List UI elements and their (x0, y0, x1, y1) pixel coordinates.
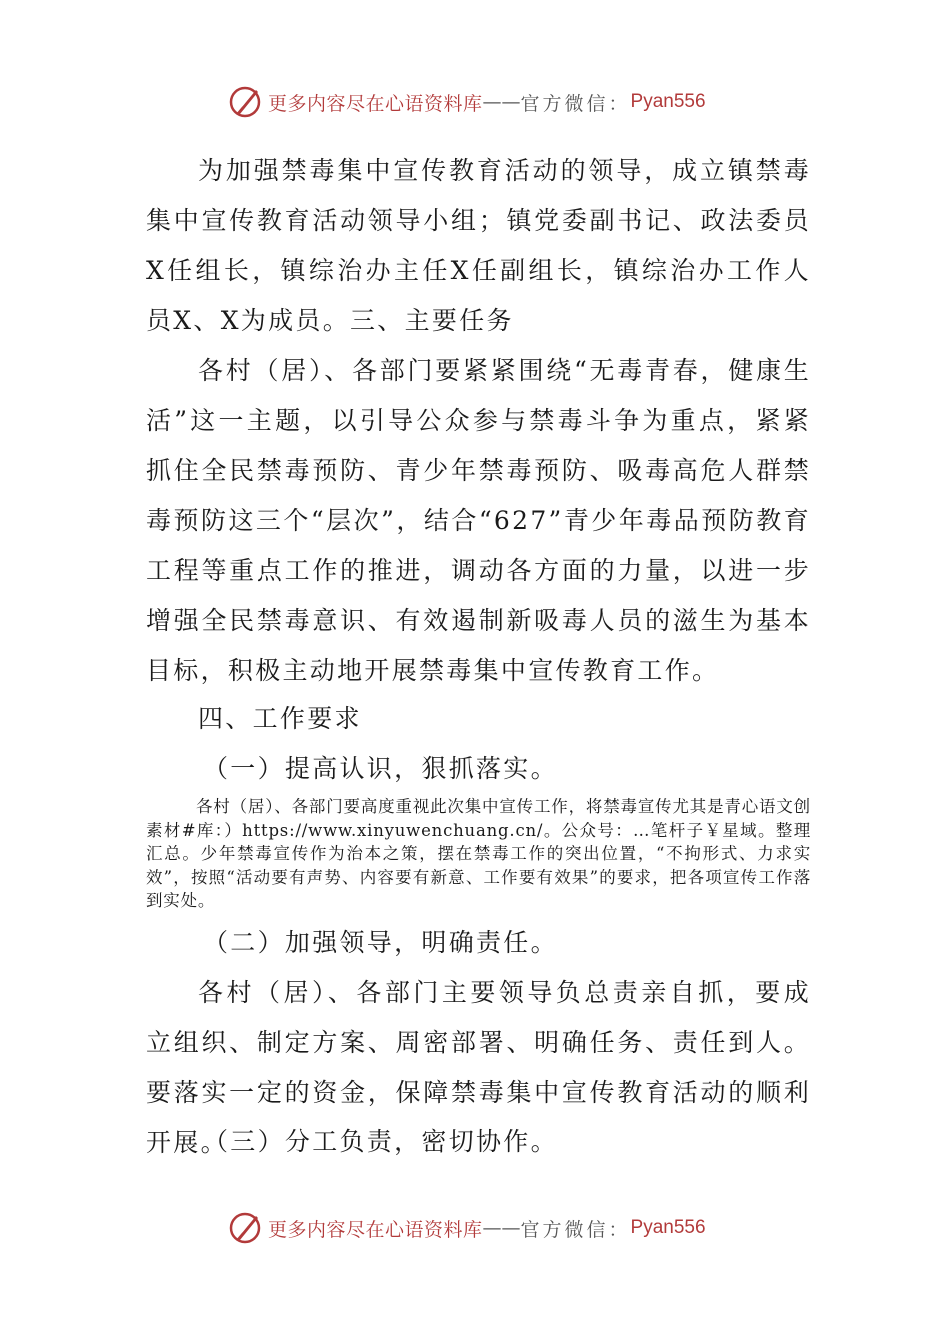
banner-dash: —— (482, 1217, 521, 1239)
header-banner (228, 82, 706, 122)
banner-main-text: 更多内容尽在心语资料库 (268, 1218, 483, 1241)
section-heading-requirements: 四、工作要求 (198, 704, 362, 733)
quill-logo-icon (228, 1210, 264, 1246)
subheading-cooperation: （三）分工负责，密切协作。 (203, 1127, 558, 1156)
paragraph-leadership: 为加强禁毒集中宣传教育活动的领导，成立镇禁毒集中宣传教育活动领导小组；镇党委副书记、政法委员X任组长，镇综治办主任X任副组长，镇综治办工作人员X、X为成员。三、主要任务 (146, 156, 811, 335)
paragraph-awareness-detail: 各村（居）、各部门要高度重视此次集中宣传工作，将禁毒宣传尤其是青心语文创素材#库：）https://www.xinyuwenchuang.cn/。公众号：…笔杆子￥星域。整理汇总。少年禁毒宣传作为治本之策，摆在禁毒工作的突出位置，“不拘形式、力求实效”，按照“活动要有声势、内容要有新意、工作要有效果”的要求，把各项宣传工作落到实处。 (146, 797, 811, 910)
banner-dash: —— (482, 91, 521, 113)
subheading-awareness: （一）提高认识，狠抓落实。 (203, 754, 558, 783)
banner-wechat-label: 官方微信： (520, 1218, 631, 1241)
quill-logo-icon (228, 84, 264, 120)
subheading-leadership: （二）加强领导，明确责任。 (203, 928, 558, 957)
paragraph-main-tasks: 各村（居）、各部门要紧紧围绕“无毒青春，健康生活”这一主题，以引导公众参与禁毒斗争为重点，紧紧抓住全民禁毒预防、青少年禁毒预防、吸毒高危人群禁毒预防这三个“层次”，结合“627”青少年毒品预防教育工程等重点工作的推进，调动各方面的力量，以进一步增强全民禁毒意识、有效遏制新吸毒人员的滋生为基本目标，积极主动地开展禁毒集中宣传教育工作。 (146, 356, 811, 685)
paragraph-responsibility: 各村（居）、各部门主要领导负总责亲自抓，要成立组织、制定方案、周密部署、明确任务、责任到人。要落实一定的资金，保障禁毒集中宣传教育活动的顺利开展。 (146, 978, 811, 1157)
banner-wechat-label: 官方微信： (520, 92, 631, 115)
footer-banner (228, 1208, 706, 1248)
banner-wechat-id: Pyan556 (630, 91, 706, 112)
banner-main-text: 更多内容尽在心语资料库 (268, 92, 483, 115)
banner-wechat-id: Pyan556 (630, 1217, 706, 1238)
